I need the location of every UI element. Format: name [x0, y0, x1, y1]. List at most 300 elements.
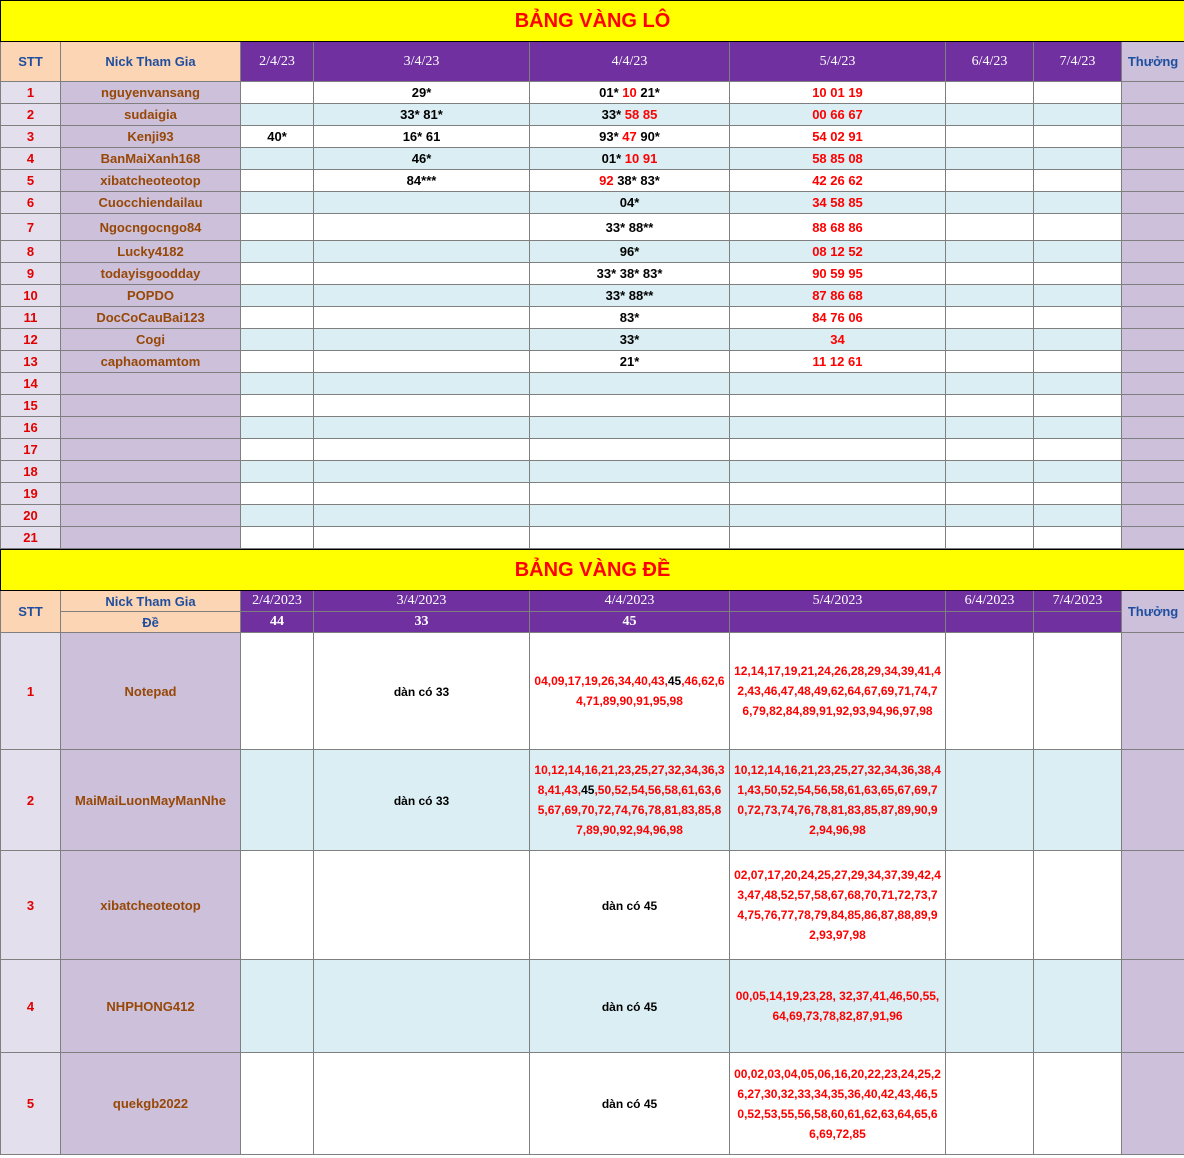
lo-row: [1, 192, 1184, 214]
lo-row-cell: [241, 148, 314, 170]
lo-number: 29*: [411, 85, 432, 100]
lo-row-cell: [314, 214, 530, 241]
de-row-cell: [241, 633, 314, 750]
de-row-cell: [946, 633, 1034, 750]
lo-row-cell: [1034, 461, 1122, 483]
lo-number: 42 26 62: [812, 173, 863, 188]
lo-row-cell: [730, 439, 946, 461]
lo-row-cell: [241, 285, 314, 307]
lo-number: 90*: [636, 129, 660, 144]
lo-row-cell: [730, 461, 946, 483]
lo-row-cell: [241, 307, 314, 329]
lo-row-cell: [241, 214, 314, 241]
de-header-nick: Nick Tham Gia: [61, 591, 241, 612]
de-number: 45: [667, 674, 682, 688]
lo-row-cell: [241, 192, 314, 214]
de-row-cell: [946, 851, 1034, 960]
lo-row-stt: 5: [1, 170, 61, 192]
de-row-cell: [314, 851, 530, 960]
de-result: 44: [241, 612, 314, 633]
lo-row-stt: 18: [1, 461, 61, 483]
de-number: 10,12,14,16,21,23,25,27,32,34,36,38,41,43,50,52,54,56,58,61,63,65,67,69,70,72,73,74,76,78,81,83,85,87,89,90,92,94,96,98: [734, 763, 941, 837]
lo-row-cell: [530, 461, 730, 483]
lo-row-cell: [530, 148, 730, 170]
lo-number: 00 66 67: [812, 107, 863, 122]
lo-row-cell: [730, 263, 946, 285]
lo-row-reward: [1122, 148, 1184, 170]
de-row-cell: [530, 960, 730, 1053]
lo-rows: [1, 82, 1184, 549]
lo-number: 54 02 91: [812, 129, 863, 144]
de-row-stt: 1: [1, 633, 61, 750]
lo-row-cell: [730, 82, 946, 104]
de-row-reward: [1122, 750, 1184, 851]
lo-row-cell: [314, 170, 530, 192]
de-row-stt: 5: [1, 1053, 61, 1155]
lo-row: [1, 373, 1184, 395]
de-number: 00,05,14,19,23,28, 32,37,41,46,50,55,64,69,73,78,82,87,91,96: [735, 989, 940, 1023]
lo-number: 93*: [599, 129, 623, 144]
lo-row-cell: [1034, 417, 1122, 439]
lo-row-cell: [530, 505, 730, 527]
lo-header-date: 7/4/23: [1034, 42, 1122, 82]
de-row-cell: [1034, 633, 1122, 750]
lo-row-reward: [1122, 285, 1184, 307]
lo-row-cell: [241, 417, 314, 439]
lo-row-cell: [730, 241, 946, 263]
de-row-cell: [730, 851, 946, 960]
lo-row-cell: [1034, 527, 1122, 549]
lo-row: [1, 241, 1184, 263]
lo-row-cell: [530, 241, 730, 263]
lo-row-cell: [314, 263, 530, 285]
lo-row-cell: [946, 104, 1034, 126]
de-rows: [1, 633, 1184, 1155]
de-header-reward: Thưởng: [1122, 591, 1184, 633]
lo-row: [1, 148, 1184, 170]
lo-row-reward: [1122, 214, 1184, 241]
lo-row-cell: [241, 439, 314, 461]
de-row-stt: 3: [1, 851, 61, 960]
lo-row-stt: 16: [1, 417, 61, 439]
de-row-cell: [730, 1053, 946, 1155]
lo-row-nick: xibatcheoteotop: [61, 170, 241, 192]
de-row: [1, 750, 1184, 851]
lo-number: 58 85 08: [812, 151, 863, 166]
de-header-date: 7/4/2023: [1034, 591, 1122, 612]
lo-row: [1, 285, 1184, 307]
de-row: [1, 960, 1184, 1053]
lo-row-stt: 20: [1, 505, 61, 527]
lo-row-cell: [1034, 170, 1122, 192]
lo-row-cell: [730, 104, 946, 126]
lo-row-cell: [530, 439, 730, 461]
lo-row: [1, 329, 1184, 351]
lo-number: 87 86 68: [812, 288, 863, 303]
de-row-nick: Notepad: [61, 633, 241, 750]
lo-row-cell: [314, 417, 530, 439]
lo-row-reward: [1122, 192, 1184, 214]
de-number-list: [530, 671, 729, 711]
lo-row-nick: BanMaiXanh168: [61, 148, 241, 170]
de-header-de-label: Đề: [61, 612, 241, 633]
lo-header-date: 2/4/23: [241, 42, 314, 82]
lo-row-cell: [530, 417, 730, 439]
lo-row-cell: [241, 351, 314, 373]
lo-row-stt: 17: [1, 439, 61, 461]
lo-number: 83*: [619, 310, 640, 325]
lo-header-date: 6/4/23: [946, 42, 1034, 82]
lo-row-cell: [314, 307, 530, 329]
lo-row-cell: [946, 82, 1034, 104]
lo-row-cell: [314, 461, 530, 483]
lo-row-cell: [314, 483, 530, 505]
lo-row-reward: [1122, 505, 1184, 527]
lo-row: [1, 126, 1184, 148]
lo-number: 04*: [619, 195, 640, 210]
lo-number: 01*: [599, 85, 623, 100]
lo-number: 47: [622, 129, 637, 144]
lo-row-nick: Ngocngocngo84: [61, 214, 241, 241]
lo-row-reward: [1122, 461, 1184, 483]
lo-row-stt: 1: [1, 82, 61, 104]
lo-row-cell: [946, 263, 1034, 285]
lo-row-cell: [1034, 351, 1122, 373]
lo-number: 38* 83*: [613, 173, 660, 188]
lo-row-nick: POPDO: [61, 285, 241, 307]
lo-row-cell: [730, 170, 946, 192]
lo-header-reward: Thưởng: [1122, 42, 1184, 82]
lo-row-cell: [1034, 241, 1122, 263]
lo-number: 10 91: [624, 151, 658, 166]
lo-row-stt: 14: [1, 373, 61, 395]
lo-row-cell: [530, 373, 730, 395]
lo-row-cell: [314, 285, 530, 307]
lo-row-cell: [946, 351, 1034, 373]
lo-row-stt: 19: [1, 483, 61, 505]
de-header-date: 4/4/2023: [530, 591, 730, 612]
lo-row-cell: [730, 395, 946, 417]
de-dan-note: dàn có 45: [601, 999, 658, 1014]
de-header-date: 6/4/2023: [946, 591, 1034, 612]
de-result: 45: [530, 612, 730, 633]
lo-row-cell: [314, 192, 530, 214]
lo-row-reward: [1122, 104, 1184, 126]
lo-row-cell: [730, 373, 946, 395]
lo-header-stt: STT: [1, 42, 61, 82]
lo-row-cell: [1034, 192, 1122, 214]
lo-row-reward: [1122, 395, 1184, 417]
lo-row-cell: [241, 170, 314, 192]
lo-row-stt: 21: [1, 527, 61, 549]
de-dan-note: dàn có 33: [393, 684, 450, 699]
lo-row-cell: [314, 148, 530, 170]
de-row-reward: [1122, 960, 1184, 1053]
de-header-stt: STT: [1, 591, 61, 633]
lo-row-cell: [1034, 104, 1122, 126]
lo-row-nick: Kenji93: [61, 126, 241, 148]
lo-number: 10 01 19: [812, 85, 863, 100]
lo-number: 08 12 52: [812, 244, 863, 259]
lo-row: [1, 417, 1184, 439]
lo-number: 11 12 61: [812, 354, 863, 369]
de-row-cell: [241, 960, 314, 1053]
lo-row-cell: [241, 263, 314, 285]
lo-row-cell: [530, 263, 730, 285]
lo-row-cell: [314, 351, 530, 373]
de-row-cell: [314, 1053, 530, 1155]
lo-row-cell: [946, 373, 1034, 395]
lo-row-cell: [1034, 483, 1122, 505]
de-row-reward: [1122, 1053, 1184, 1155]
lo-row-stt: 4: [1, 148, 61, 170]
lo-row-cell: [946, 214, 1034, 241]
lo-row: [1, 483, 1184, 505]
lo-row-stt: 15: [1, 395, 61, 417]
lo-row: [1, 351, 1184, 373]
lo-number: 33* 38* 83*: [596, 266, 663, 281]
lo-row-cell: [946, 395, 1034, 417]
lo-row-nick: [61, 417, 241, 439]
lo-number: 84 76 06: [812, 310, 863, 325]
lo-row-cell: [946, 307, 1034, 329]
lo-number: 33*: [601, 107, 625, 122]
lo-row-stt: 3: [1, 126, 61, 148]
lo-row-cell: [946, 461, 1034, 483]
de-row-cell: [1034, 750, 1122, 851]
de-row-cell: [1034, 1053, 1122, 1155]
lo-row-nick: [61, 505, 241, 527]
lo-row-cell: [946, 439, 1034, 461]
lo-row-cell: [946, 170, 1034, 192]
lo-row-reward: [1122, 170, 1184, 192]
lo-row-cell: [1034, 148, 1122, 170]
lo-row-cell: [1034, 395, 1122, 417]
lo-row-cell: [1034, 439, 1122, 461]
de-row: [1, 1053, 1184, 1155]
lo-number: 34: [830, 332, 845, 347]
lo-row-nick: [61, 527, 241, 549]
de-row-cell: [530, 750, 730, 851]
lo-number: 33* 88**: [605, 288, 654, 303]
lo-row-cell: [314, 527, 530, 549]
lo-row-stt: 7: [1, 214, 61, 241]
de-row-cell: [946, 960, 1034, 1053]
lo-row: [1, 307, 1184, 329]
de-row-cell: [530, 633, 730, 750]
lo-row-stt: 13: [1, 351, 61, 373]
lo-row-cell: [314, 505, 530, 527]
lo-row-reward: [1122, 439, 1184, 461]
lo-row-cell: [1034, 126, 1122, 148]
lo-title: BẢNG VÀNG LÔ: [1, 1, 1184, 42]
lo-row-cell: [1034, 263, 1122, 285]
lo-number: 21*: [636, 85, 660, 100]
lo-row-cell: [530, 329, 730, 351]
lo-row-cell: [314, 395, 530, 417]
lo-row-nick: [61, 461, 241, 483]
lo-row-cell: [946, 417, 1034, 439]
lo-row-nick: sudaigia: [61, 104, 241, 126]
lo-row-nick: nguyenvansang: [61, 82, 241, 104]
lo-header-date: 5/4/23: [730, 42, 946, 82]
lo-number: 40*: [267, 129, 287, 144]
lo-row-cell: [241, 82, 314, 104]
lo-row: [1, 170, 1184, 192]
lo-row-stt: 2: [1, 104, 61, 126]
lo-row-cell: [530, 214, 730, 241]
lo-row-cell: [730, 285, 946, 307]
de-row-cell: [1034, 960, 1122, 1053]
de-header-date: 3/4/2023: [314, 591, 530, 612]
lo-row-nick: caphaomamtom: [61, 351, 241, 373]
lo-row-stt: 12: [1, 329, 61, 351]
lo-number: 01*: [601, 151, 625, 166]
de-header-date: 2/4/2023: [241, 591, 314, 612]
de-row-cell: [946, 750, 1034, 851]
lo-row-cell: [1034, 505, 1122, 527]
de-row: [1, 633, 1184, 750]
lo-row-cell: [241, 505, 314, 527]
lo-row-nick: [61, 439, 241, 461]
de-row-cell: [241, 1053, 314, 1155]
lo-row-reward: [1122, 82, 1184, 104]
lo-row-cell: [730, 148, 946, 170]
lo-row-cell: [730, 527, 946, 549]
de-result: [730, 612, 946, 633]
lo-row-nick: todayisgoodday: [61, 263, 241, 285]
lo-row-reward: [1122, 417, 1184, 439]
lo-row: [1, 263, 1184, 285]
de-row-nick: xibatcheoteotop: [61, 851, 241, 960]
lo-header-date: 4/4/23: [530, 42, 730, 82]
lo-row-cell: [730, 505, 946, 527]
lo-row-cell: [730, 126, 946, 148]
lo-row-cell: [314, 82, 530, 104]
lo-row-nick: Cuocchiendailau: [61, 192, 241, 214]
lo-number: 21*: [619, 354, 640, 369]
de-dan-note: dàn có 45: [601, 898, 658, 913]
lo-number: 90 59 95: [812, 266, 863, 281]
lo-row-cell: [530, 395, 730, 417]
lo-row-cell: [530, 192, 730, 214]
lo-row-cell: [946, 527, 1034, 549]
de-row-cell: [730, 960, 946, 1053]
lo-row-reward: [1122, 351, 1184, 373]
lo-number: 33* 88**: [605, 219, 654, 235]
lo-row: [1, 527, 1184, 549]
de-row-cell: [314, 750, 530, 851]
de-result: 33: [314, 612, 530, 633]
lo-row-cell: [314, 126, 530, 148]
lo-row-nick: [61, 373, 241, 395]
lo-row-cell: [241, 373, 314, 395]
lo-row-cell: [241, 461, 314, 483]
lo-row-cell: [1034, 82, 1122, 104]
lo-row-cell: [730, 417, 946, 439]
lo-row-cell: [241, 527, 314, 549]
de-row-cell: [730, 750, 946, 851]
lo-row-cell: [946, 285, 1034, 307]
de-row-cell: [530, 851, 730, 960]
de-row-cell: [1034, 851, 1122, 960]
lo-row-cell: [530, 104, 730, 126]
lo-row-reward: [1122, 263, 1184, 285]
de-number: 00,02,03,04,05,06,16,20,22,23,24,25,26,27,30,32,33,34,35,36,40,42,43,46,50,52,53,55,56,58,60,61,62,63,64,65,66,69,72,85: [734, 1066, 941, 1141]
de-number-list: [730, 1064, 945, 1144]
lo-row-stt: 8: [1, 241, 61, 263]
de-number: 04,09,17,19,26,34,40,43,: [534, 674, 668, 688]
lo-row-cell: [946, 329, 1034, 351]
lo-row-cell: [241, 395, 314, 417]
lo-row-nick: DocCoCauBai123: [61, 307, 241, 329]
lo-row-cell: [530, 307, 730, 329]
lo-row-cell: [946, 192, 1034, 214]
de-header-date: 5/4/2023: [730, 591, 946, 612]
de-number: ,50,52,54,56,58,61,63,65,67,69,70,72,74,76,78,81,83,85,87,89,90,92,94,96,98: [537, 783, 722, 837]
de-row-reward: [1122, 851, 1184, 960]
lo-number: 33*: [619, 332, 640, 347]
lo-row: [1, 395, 1184, 417]
lo-row-reward: [1122, 329, 1184, 351]
de-number-list: [730, 865, 945, 945]
de-row-cell: [946, 1053, 1034, 1155]
lo-row-cell: [241, 104, 314, 126]
de-row-stt: 4: [1, 960, 61, 1053]
lo-row-cell: [314, 104, 530, 126]
lo-row-cell: [1034, 373, 1122, 395]
lo-row: [1, 82, 1184, 104]
de-result: [946, 612, 1034, 633]
lo-header-date: 3/4/23: [314, 42, 530, 82]
lo-header-nick: Nick Tham Gia: [61, 42, 241, 82]
de-row-cell: [314, 960, 530, 1053]
de-row-stt: 2: [1, 750, 61, 851]
lo-row: [1, 439, 1184, 461]
lo-row-cell: [241, 126, 314, 148]
de-number-list: [730, 760, 945, 840]
lo-number: 96*: [619, 244, 640, 259]
lo-row-cell: [1034, 329, 1122, 351]
lo-number: 16* 61: [402, 129, 441, 144]
lo-row-stt: 11: [1, 307, 61, 329]
de-row-reward: [1122, 633, 1184, 750]
lo-row-stt: 10: [1, 285, 61, 307]
lo-row-reward: [1122, 527, 1184, 549]
lo-row-cell: [946, 241, 1034, 263]
de-row-cell: [530, 1053, 730, 1155]
lo-row-cell: [314, 373, 530, 395]
lo-row-nick: [61, 483, 241, 505]
lo-row-cell: [730, 329, 946, 351]
lo-row-cell: [530, 126, 730, 148]
lo-row-cell: [530, 483, 730, 505]
lo-number: 34 58 85: [812, 195, 863, 210]
lo-row-cell: [530, 351, 730, 373]
de-number-list: [730, 986, 945, 1026]
lo-row-cell: [314, 329, 530, 351]
lo-row-cell: [241, 329, 314, 351]
lo-row-cell: [530, 170, 730, 192]
lo-row-reward: [1122, 483, 1184, 505]
de-row-cell: [241, 750, 314, 851]
lo-row-cell: [946, 483, 1034, 505]
lo-row-cell: [730, 483, 946, 505]
lo-row-nick: [61, 395, 241, 417]
de-row-cell: [730, 633, 946, 750]
lo-row-cell: [241, 241, 314, 263]
de-row-cell: [314, 633, 530, 750]
